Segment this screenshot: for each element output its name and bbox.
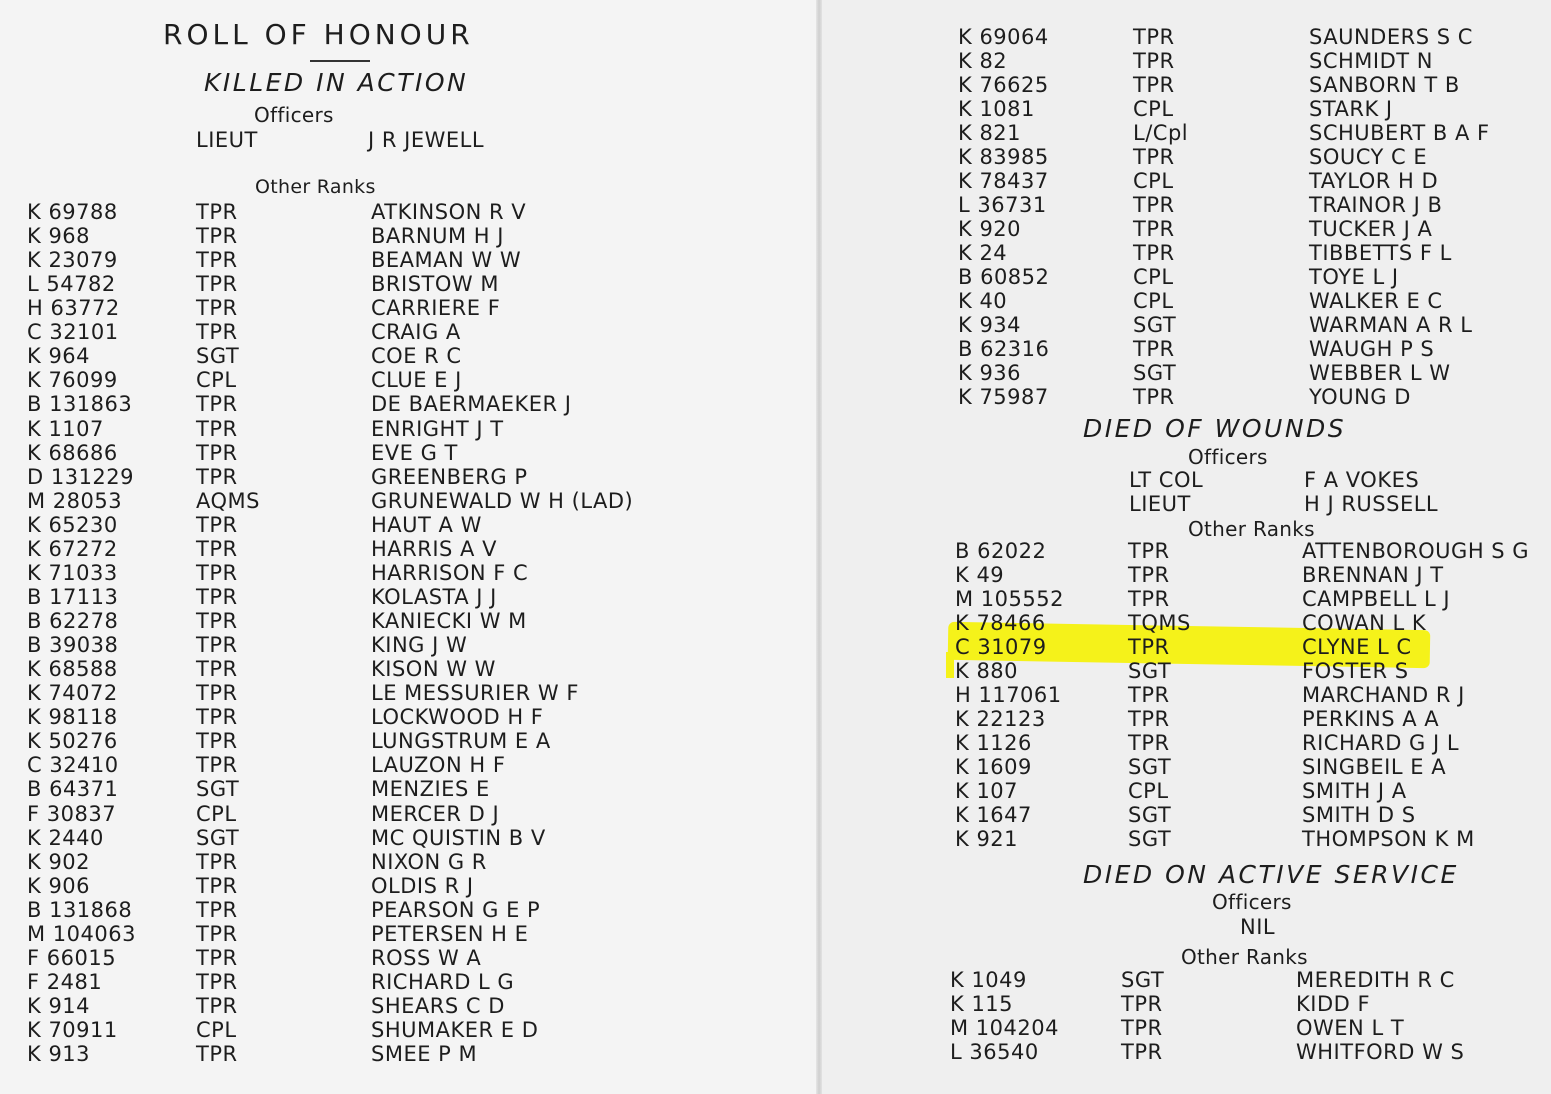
- roll-entry-name: GREENBERG P: [371, 464, 528, 489]
- roll-entry-name: TRAINOR J B: [1309, 193, 1443, 217]
- roll-entry-name: BEAMAN W W: [371, 248, 522, 273]
- doas-other-ranks-label: Other Ranks: [1181, 945, 1308, 969]
- dow-heading: DIED OF WOUNDS: [1083, 414, 1347, 443]
- roll-entry-name: WALKER E C: [1309, 289, 1443, 313]
- roll-entry-service-number: B 60852: [958, 265, 1050, 289]
- roll-entry-service-number: K 880: [955, 659, 1019, 683]
- roll-entry-rank: TPR: [1133, 337, 1175, 361]
- roll-entry-rank: SGT: [196, 825, 240, 850]
- roll-entry-rank: TQMS: [1128, 611, 1191, 635]
- roll-entry-name: WARMAN A R L: [1309, 313, 1473, 337]
- roll-entry-name: BRISTOW M: [371, 272, 499, 297]
- roll-entry-rank: TPR: [1128, 707, 1170, 731]
- roll-entry-service-number: K 24: [958, 241, 1008, 265]
- roll-entry-service-number: H 63772: [27, 296, 120, 321]
- roll-entry-rank: SGT: [196, 777, 240, 802]
- roll-entry-rank: CPL: [1133, 289, 1174, 313]
- roll-entry-service-number: K 107: [955, 779, 1019, 803]
- roll-entry-service-number: B 62278: [27, 609, 119, 634]
- roll-entry-service-number: K 920: [958, 217, 1022, 241]
- roll-entry-service-number: K 1049: [950, 968, 1027, 992]
- yellow-highlight-mark: [946, 652, 954, 678]
- roll-entry-rank: SGT: [1128, 803, 1172, 827]
- doas-officers-label: Officers: [1212, 890, 1292, 914]
- roll-entry-name: SCHUBERT B A F: [1309, 121, 1490, 145]
- roll-entry-service-number: K 74072: [27, 681, 118, 706]
- roll-entry-service-number: F 66015: [27, 945, 117, 970]
- roll-entry-service-number: M 105552: [955, 587, 1064, 611]
- roll-entry-name: WAUGH P S: [1309, 337, 1435, 361]
- roll-entry-service-number: K 902: [27, 849, 91, 874]
- roll-entry-name: ATTENBOROUGH S G: [1302, 539, 1530, 563]
- roll-entry-service-number: K 23079: [27, 248, 118, 273]
- roll-entry-rank: CPL: [1133, 97, 1174, 121]
- roll-entry-rank: TPR: [1133, 145, 1175, 169]
- roll-entry-service-number: F 30837: [27, 801, 117, 826]
- dow-officer-name: F A VOKES: [1304, 468, 1420, 492]
- roll-entry-service-number: K 49: [955, 563, 1005, 587]
- roll-entry-name: FOSTER S: [1302, 659, 1409, 683]
- roll-entry-name: SCHMIDT N: [1309, 49, 1433, 73]
- roll-entry-service-number: L 54782: [27, 272, 116, 297]
- roll-entry-name: BRENNAN J T: [1302, 563, 1444, 587]
- roll-entry-service-number: K 1107: [27, 416, 104, 441]
- roll-entry-name: SMITH D S: [1302, 803, 1416, 827]
- roll-entry-rank: TPR: [196, 657, 238, 682]
- dow-officer-rank: LIEUT: [1129, 492, 1191, 516]
- roll-entry-service-number: K 75987: [958, 385, 1049, 409]
- roll-entry-rank: SGT: [1133, 313, 1177, 337]
- roll-entry-service-number: L 36540: [950, 1040, 1039, 1064]
- roll-entry-service-number: K 67272: [27, 536, 118, 561]
- roll-entry-rank: TPR: [196, 753, 238, 778]
- roll-entry-service-number: B 131868: [27, 897, 133, 922]
- roll-entry-name: ENRIGHT J T: [371, 416, 504, 441]
- roll-entry-name: SMEE P M: [371, 1042, 478, 1067]
- roll-entry-rank: TPR: [1128, 587, 1170, 611]
- roll-entry-name: STARK J: [1309, 97, 1393, 121]
- roll-entry-rank: TPR: [1128, 563, 1170, 587]
- roll-entry-rank: TPR: [196, 320, 238, 345]
- roll-entry-rank: TPR: [196, 609, 238, 634]
- roll-entry-service-number: F 2481: [27, 969, 103, 994]
- roll-entry-name: CRAIG A: [371, 320, 461, 345]
- roll-entry-rank: TPR: [196, 921, 238, 946]
- roll-entry-rank: TPR: [196, 536, 238, 561]
- roll-entry-name: CAMPBELL L J: [1302, 587, 1451, 611]
- roll-entry-name: BARNUM H J: [371, 224, 504, 249]
- roll-entry-rank: TPR: [1133, 241, 1175, 265]
- roll-entry-service-number: K 934: [958, 313, 1022, 337]
- roll-entry-rank: TPR: [196, 416, 238, 441]
- page-title: ROLL OF HONOUR: [163, 18, 474, 51]
- roll-entry-service-number: C 31079: [955, 635, 1047, 659]
- roll-entry-service-number: K 76099: [27, 368, 118, 393]
- roll-entry-rank: SGT: [1128, 755, 1172, 779]
- roll-entry-name: MEREDITH R C: [1296, 968, 1455, 992]
- roll-entry-service-number: K 964: [27, 344, 91, 369]
- roll-entry-name: CLUE E J: [371, 368, 462, 393]
- roll-entry-rank: TPR: [196, 849, 238, 874]
- dow-officers-label: Officers: [1188, 445, 1268, 469]
- roll-entry-name: PETERSEN H E: [371, 921, 529, 946]
- roll-entry-name: TOYE L J: [1309, 265, 1399, 289]
- roll-entry-rank: TPR: [1133, 73, 1175, 97]
- roll-entry-rank: TPR: [196, 945, 238, 970]
- roll-entry-rank: TPR: [196, 873, 238, 898]
- roll-entry-rank: CPL: [196, 801, 237, 826]
- roll-entry-name: PERKINS A A: [1302, 707, 1440, 731]
- roll-entry-service-number: M 104063: [27, 921, 136, 946]
- roll-entry-service-number: M 104204: [950, 1016, 1059, 1040]
- roll-entry-service-number: K 98118: [27, 705, 118, 730]
- roll-entry-service-number: K 914: [27, 993, 91, 1018]
- roll-entry-service-number: K 22123: [955, 707, 1046, 731]
- roll-entry-name: EVE G T: [371, 440, 458, 465]
- roll-entry-service-number: B 39038: [27, 633, 119, 658]
- roll-entry-service-number: K 921: [955, 827, 1019, 851]
- roll-entry-service-number: C 32410: [27, 753, 119, 778]
- roll-entry-name: THOMPSON K M: [1302, 827, 1475, 851]
- roll-entry-service-number: M 28053: [27, 488, 123, 513]
- roll-entry-service-number: K 906: [27, 873, 91, 898]
- roll-entry-service-number: B 17113: [27, 584, 119, 609]
- roll-entry-rank: TPR: [196, 224, 238, 249]
- roll-entry-service-number: K 83985: [958, 145, 1049, 169]
- dow-officer-rank: LT COL: [1129, 468, 1204, 492]
- roll-entry-name: RICHARD G J L: [1302, 731, 1460, 755]
- roll-entry-name: WEBBER L W: [1309, 361, 1451, 385]
- roll-entry-rank: SGT: [1128, 659, 1172, 683]
- roll-entry-name: COE R C: [371, 344, 462, 369]
- roll-entry-service-number: K 936: [958, 361, 1022, 385]
- roll-entry-rank: CPL: [196, 1018, 237, 1043]
- roll-entry-service-number: C 32101: [27, 320, 119, 345]
- roll-entry-name: WHITFORD W S: [1296, 1040, 1465, 1064]
- roll-entry-service-number: K 70911: [27, 1018, 118, 1043]
- roll-entry-name: KISON W W: [371, 657, 496, 682]
- roll-entry-name: COWAN L K: [1302, 611, 1427, 635]
- roll-entry-rank: TPR: [196, 560, 238, 585]
- roll-entry-rank: SGT: [1121, 968, 1165, 992]
- roll-entry-name: OWEN L T: [1296, 1016, 1405, 1040]
- roll-entry-service-number: K 50276: [27, 729, 118, 754]
- roll-entry-rank: TPR: [196, 200, 238, 224]
- roll-entry-service-number: K 82: [958, 49, 1008, 73]
- roll-entry-rank: TPR: [1121, 1040, 1163, 1064]
- roll-entry-rank: TPR: [196, 969, 238, 994]
- roll-entry-rank: TPR: [1133, 193, 1175, 217]
- roll-entry-rank: TPR: [196, 1042, 238, 1067]
- roll-entry-name: ROSS W A: [371, 945, 482, 970]
- roll-entry-name: HARRISON F C: [371, 560, 529, 585]
- roll-entry-name: SHEARS C D: [371, 993, 505, 1018]
- roll-entry-service-number: B 62316: [958, 337, 1050, 361]
- roll-entry-rank: TPR: [196, 633, 238, 658]
- roll-entry-rank: SGT: [1128, 827, 1172, 851]
- roll-entry-name: NIXON G R: [371, 849, 487, 874]
- roll-entry-name: SAUNDERS S C: [1309, 25, 1473, 49]
- roll-entry-name: MENZIES E: [371, 777, 490, 802]
- doas-heading: DIED ON ACTIVE SERVICE: [1083, 860, 1459, 889]
- roll-entry-service-number: K 1609: [955, 755, 1032, 779]
- roll-entry-service-number: K 71033: [27, 560, 118, 585]
- roll-entry-service-number: K 65230: [27, 512, 118, 537]
- roll-entry-name: PEARSON G E P: [371, 897, 541, 922]
- roll-entry-rank: TPR: [196, 248, 238, 273]
- roll-entry-name: YOUNG D: [1309, 385, 1411, 409]
- roll-entry-name: GRUNEWALD W H (LAD): [371, 488, 634, 513]
- roll-entry-service-number: K 1126: [955, 731, 1032, 755]
- roll-entry-service-number: K 76625: [958, 73, 1049, 97]
- roll-entry-service-number: K 913: [27, 1042, 91, 1067]
- roll-entry-rank: SGT: [1133, 361, 1177, 385]
- roll-entry-rank: TPR: [196, 729, 238, 754]
- roll-entry-service-number: B 131863: [27, 392, 133, 417]
- roll-entry-service-number: K 968: [27, 224, 91, 249]
- roll-entry-name: KOLASTA J J: [371, 584, 497, 609]
- roll-entry-name: LAUZON H F: [371, 753, 506, 778]
- kia-other-ranks-label: Other Ranks: [255, 176, 376, 198]
- roll-entry-name: DE BAERMAEKER J: [371, 392, 572, 417]
- roll-entry-rank: TPR: [1133, 25, 1175, 49]
- roll-entry-name: TUCKER J A: [1309, 217, 1433, 241]
- roll-entry-service-number: D 131229: [27, 464, 135, 489]
- roll-entry-rank: TPR: [1133, 385, 1175, 409]
- roll-entry-name: RICHARD L G: [371, 969, 515, 994]
- roll-entry-rank: TPR: [196, 897, 238, 922]
- roll-entry-service-number: K 1647: [955, 803, 1032, 827]
- roll-entry-service-number: K 2440: [27, 825, 104, 850]
- roll-entry-rank: TPR: [196, 464, 238, 489]
- roll-entry-name: HARRIS A V: [371, 536, 497, 561]
- roll-entry-name: SINGBEIL E A: [1302, 755, 1447, 779]
- roll-entry-name: SOUCY C E: [1309, 145, 1428, 169]
- roll-entry-service-number: K 78437: [958, 169, 1049, 193]
- roll-entry-rank: SGT: [196, 344, 240, 369]
- roll-entry-service-number: K 821: [958, 121, 1022, 145]
- roll-entry-rank: TPR: [1128, 539, 1170, 563]
- roll-entry-name: LUNGSTRUM E A: [371, 729, 551, 754]
- roll-entry-name: MC QUISTIN B V: [371, 825, 546, 850]
- roll-entry-rank: TPR: [1121, 992, 1163, 1016]
- roll-entry-name: OLDIS R J: [371, 873, 474, 898]
- roll-entry-name: MERCER D J: [371, 801, 500, 826]
- roll-entry-service-number: B 64371: [27, 777, 119, 802]
- roll-entry-name: KANIECKI W M: [371, 609, 527, 634]
- roll-entry-service-number: K 40: [958, 289, 1008, 313]
- roll-entry-name: HAUT A W: [371, 512, 482, 537]
- roll-entry-rank: L/Cpl: [1133, 121, 1189, 145]
- roll-entry-rank: AQMS: [196, 488, 260, 513]
- roll-entry-service-number: L 36731: [958, 193, 1047, 217]
- roll-entry-name: MARCHAND R J: [1302, 683, 1465, 707]
- roll-entry-name: TIBBETTS F L: [1309, 241, 1452, 265]
- title-divider: [310, 60, 370, 62]
- kia-officer-rank: LIEUT: [196, 128, 258, 152]
- roll-entry-service-number: K 78466: [955, 611, 1046, 635]
- roll-entry-rank: CPL: [196, 368, 237, 393]
- roll-entry-name: ATKINSON R V: [371, 200, 527, 224]
- roll-entry-service-number: K 68588: [27, 657, 118, 682]
- roll-entry-rank: CPL: [1133, 169, 1174, 193]
- roll-entry-name: SHUMAKER E D: [371, 1018, 539, 1043]
- roll-entry-rank: TPR: [1128, 683, 1170, 707]
- roll-entry-rank: TPR: [196, 993, 238, 1018]
- roll-entry-rank: TPR: [196, 705, 238, 730]
- dow-officer-name: H J RUSSELL: [1304, 492, 1439, 516]
- roll-entry-name: SMITH J A: [1302, 779, 1407, 803]
- roll-entry-rank: TPR: [196, 296, 238, 321]
- roll-entry-rank: TPR: [1121, 1016, 1163, 1040]
- roll-entry-name: KIDD F: [1296, 992, 1371, 1016]
- roll-entry-name: KING J W: [371, 633, 468, 658]
- roll-entry-rank: TPR: [196, 272, 238, 297]
- roll-entry-rank: TPR: [196, 512, 238, 537]
- roll-entry-rank: TPR: [196, 440, 238, 465]
- roll-entry-service-number: H 117061: [955, 683, 1062, 707]
- roll-entry-service-number: K 1081: [958, 97, 1035, 121]
- roll-entry-rank: TPR: [1133, 217, 1175, 241]
- roll-entry-rank: TPR: [196, 584, 238, 609]
- roll-entry-rank: TPR: [1128, 731, 1170, 755]
- roll-entry-name: CLYNE L C: [1302, 635, 1412, 659]
- roll-entry-service-number: K 68686: [27, 440, 118, 465]
- kia-officer-name: J R JEWELL: [368, 128, 485, 152]
- dow-other-ranks-label: Other Ranks: [1188, 517, 1315, 541]
- roll-entry-rank: TPR: [196, 392, 238, 417]
- roll-entry-service-number: K 69788: [27, 200, 118, 224]
- roll-entry-rank: TPR: [196, 681, 238, 706]
- roll-entry-name: TAYLOR H D: [1309, 169, 1439, 193]
- roll-entry-name: SANBORN T B: [1309, 73, 1460, 97]
- roll-entry-service-number: B 62022: [955, 539, 1047, 563]
- roll-entry-service-number: K 115: [950, 992, 1014, 1016]
- roll-entry-rank: TPR: [1133, 49, 1175, 73]
- roll-entry-name: LOCKWOOD H F: [371, 705, 544, 730]
- roll-entry-name: LE MESSURIER W F: [371, 681, 579, 706]
- doas-officers-nil: NIL: [1240, 915, 1276, 939]
- kia-heading: KILLED IN ACTION: [204, 68, 469, 97]
- roll-entry-rank: TPR: [1128, 635, 1170, 659]
- roll-entry-name: CARRIERE F: [371, 296, 501, 321]
- roll-entry-service-number: K 69064: [958, 25, 1049, 49]
- roll-entry-rank: CPL: [1128, 779, 1169, 803]
- kia-officers-label: Officers: [254, 103, 334, 127]
- roll-entry-rank: CPL: [1133, 265, 1174, 289]
